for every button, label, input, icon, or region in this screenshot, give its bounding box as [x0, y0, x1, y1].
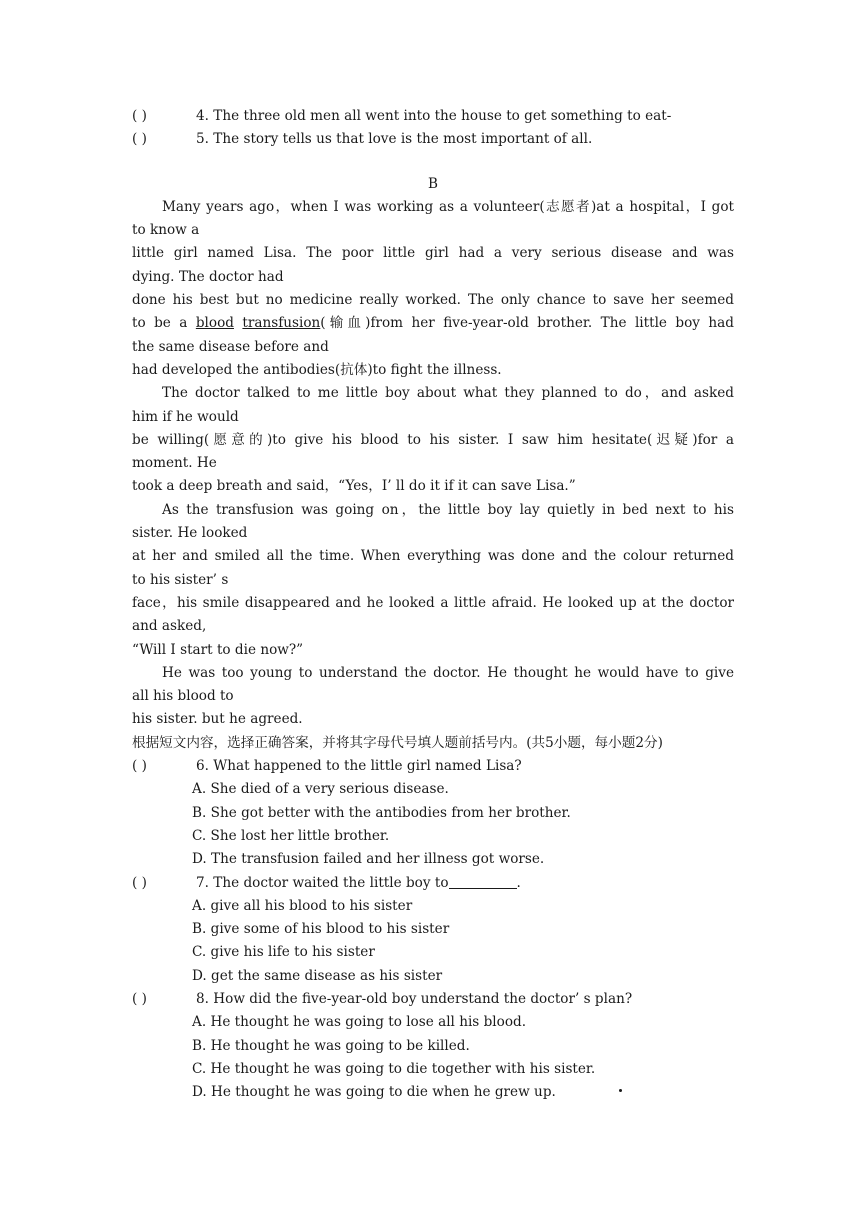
answer-bracket[interactable]: ( ) [132, 874, 147, 891]
passage-line: He was too young to understand the doctor. He thought he would have to give [162, 664, 734, 681]
option-b: B. She got better with the antibodies from her brother. [192, 804, 571, 821]
passage-line: The doctor talked to me little boy about what they planned to do，and asked [162, 385, 734, 402]
passage-line: and asked, [132, 618, 207, 635]
option-c: C. He thought he was going to die together with his sister. [192, 1060, 596, 1077]
passage-line: sister. He looked [132, 525, 248, 542]
answer-bracket[interactable]: ( ) [132, 758, 147, 775]
question-5 [132, 128, 734, 151]
option-a: A. She died of a very serious disease. [192, 781, 449, 798]
option-b: B. He thought he was going to be killed. [192, 1037, 470, 1054]
option-c: C. She lost her little brother. [192, 827, 390, 844]
question-8 [132, 988, 734, 1104]
option-d: D. He thought he was going to die when he grew up. [192, 1084, 556, 1101]
passage-line: be willing(愿意的)to give his blood to his sister. I saw him hesitate(迟疑)for a [132, 431, 734, 448]
question-stem: 8. How did the five-year-old boy understand the doctor’ s plan? [196, 990, 633, 1007]
passage-line: to his sister’ s [132, 571, 229, 588]
option-d: D. The transfusion failed and her illness got worse. [192, 851, 545, 868]
option-b: B. give some of his blood to his sister [192, 921, 450, 938]
passage-line: at her and smiled all the time. When everything was done and the colour returned [132, 548, 734, 565]
question-6 [132, 755, 734, 871]
passage-line: all his blood to [132, 688, 234, 705]
fill-in-blank[interactable] [449, 875, 517, 889]
passage-line: moment. He [132, 455, 217, 472]
question-4 [132, 105, 734, 128]
answer-bracket[interactable]: ( ) [132, 990, 147, 1007]
passage-line: the same disease before and [132, 338, 329, 355]
question-text: 5. The story tells us that love is the most important of all. [196, 131, 593, 148]
stray-dot [619, 1089, 622, 1092]
option-c: C. give his life to his sister [192, 944, 375, 961]
passage-line: dying. The doctor had [132, 268, 284, 285]
passage-line: took a deep breath and said，“Yes，I’ ll do it if it can save Lisa.” [132, 478, 576, 495]
passage-line: “Will I start to die now?” [132, 641, 304, 658]
passage-line: to know a [132, 222, 200, 239]
answer-bracket[interactable]: ( ) [132, 108, 147, 124]
question-stem: 7. The doctor waited the little boy to [196, 874, 449, 891]
passage-line: to be a blood transfusion(输血)from her five-year-old brother. The little boy had [132, 315, 734, 332]
worksheet-page [132, 105, 734, 1104]
section-heading: B [428, 175, 438, 192]
option-d: D. get the same disease as his sister [192, 967, 443, 984]
underlined-word: transfusion [242, 315, 321, 332]
instruction: 根据短文内容，选择正确答案，并将其字母代号填人题前括号内。(共5小题，每小题2分) [132, 734, 663, 751]
question-stem: 6. What happened to the little girl named Lisa? [196, 758, 522, 775]
passage-line: had developed the antibodies(抗体)to fight the illness. [132, 361, 502, 378]
passage-line: face，his smile disappeared and he looked a little afraid. He looked up at the doctor [132, 594, 734, 611]
answer-bracket[interactable]: ( ) [132, 131, 147, 148]
option-a: A. He thought he was going to lose all his blood. [192, 1014, 527, 1031]
passage-line: As the transfusion was going on，the little boy lay quietly in bed next to his [162, 501, 734, 518]
passage-line: little girl named Lisa. The poor little girl had a very serious disease and was [132, 245, 734, 262]
underlined-word: blood [195, 315, 234, 332]
passage-line: done his best but no medicine really worked. The only chance to save her seemed [132, 292, 734, 309]
passage [132, 196, 734, 732]
option-a: A. give all his blood to his sister [192, 897, 413, 914]
passage-line: his sister. but he agreed. [132, 711, 303, 728]
question-text: 4. The three old men all went into the house to get something to eat- [196, 108, 672, 124]
question-7: ( ) 7. The doctor waited the little boy to . A. give all his blood to his sister B. give some of his blood to his sister C. give his life to his sister D. get the same disease as his sister [132, 872, 734, 988]
passage-line: him if he would [132, 408, 239, 425]
passage-line: Many years ago，when I was working as a volunteer(志愿者)at a hospital，I got [162, 198, 734, 215]
